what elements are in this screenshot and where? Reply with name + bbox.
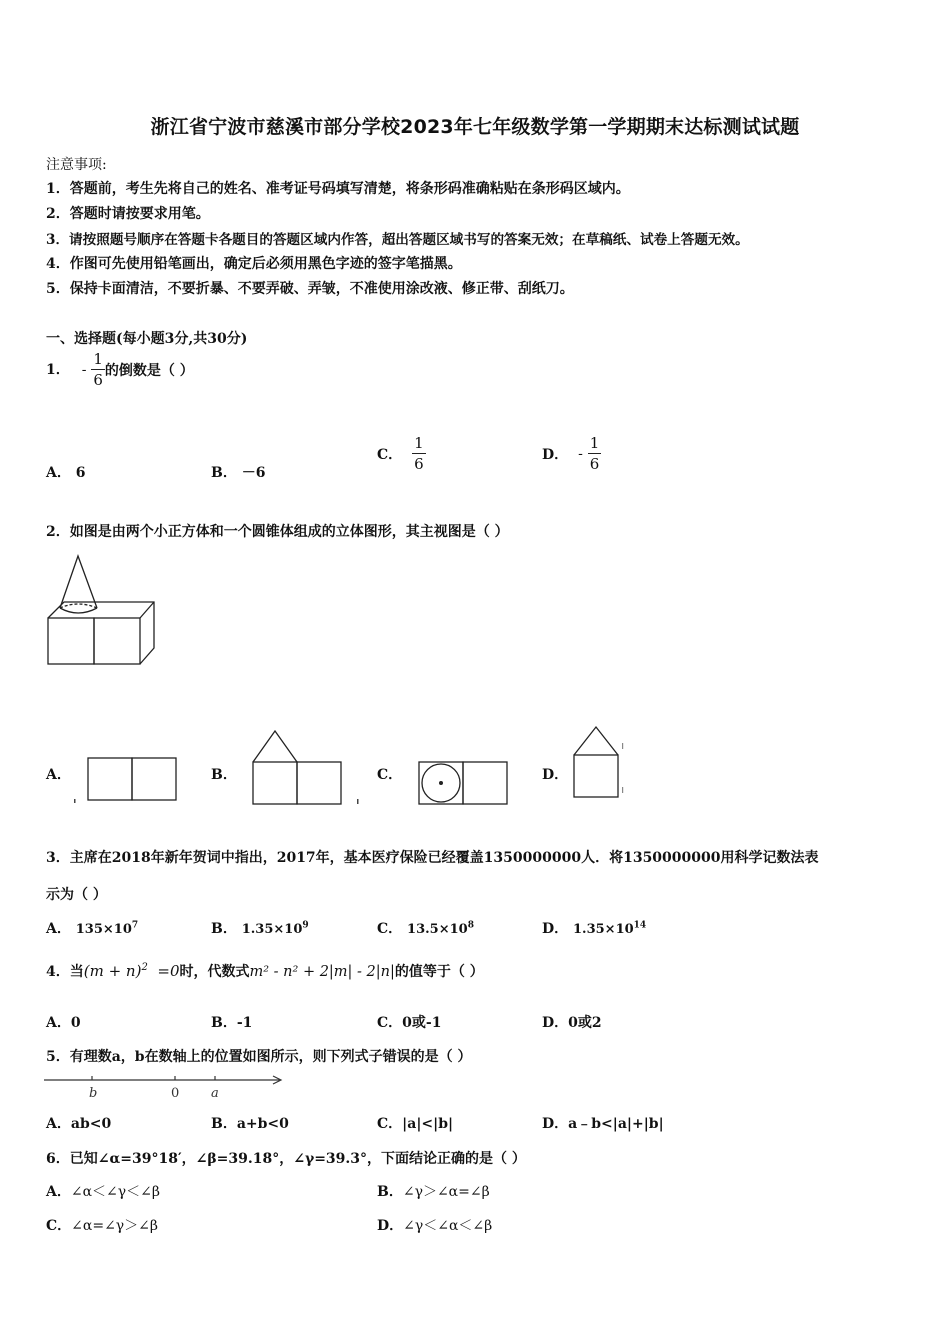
question-5: 5．有理数a，b在数轴上的位置如图所示，则下列式子错误的是（ ） [46,1049,472,1065]
q4-option-b: B．-1 [211,1015,253,1031]
q5-option-d: D．a﹣b<|a|+|b| [542,1116,664,1132]
q3-option-c: C． $13.5\times 10^8$ [377,920,474,937]
notice-item-4: 4．作图可先使用铅笔画出，确定后必须用黑色字迹的签字笔描黑。 [46,256,462,272]
q1-d-fraction: $\frac{1}{6}$ [589,434,600,473]
notice-item-3: 3．请按照题号顺序在答题卡各题目的答题区域内作答，超出答题区域书写的答案无效；在草稿纸、试卷上答题无效。 [46,232,749,248]
q1-fraction: $\frac{1}{6}$ [93,350,103,389]
q4-middle-text: 时，代数式 [179,964,250,980]
section-heading: 一、选择题(每小题3分,共30分) [46,331,248,347]
q5-label-a: a [211,1086,219,1101]
q6-option-c: C．∠α=∠γ＞∠β [46,1218,158,1234]
q1-option-c: C． $\frac{1}{6}$ [377,434,424,473]
q4-ending: 的值等于（ ） [394,964,484,980]
q5-label-b: b [89,1086,98,1101]
q5-number-line [44,1070,289,1104]
q2-option-d-figure [570,725,630,801]
question-4 [46,961,484,981]
q5-label-zero: 0 [171,1086,180,1101]
q2-option-b-figure [248,727,363,807]
q2-option-b-label: B． [211,767,237,783]
q2-option-c-label: C． [377,767,403,783]
q5-option-b: B．a+b<0 [211,1116,289,1132]
q2-solid-figure [40,548,160,670]
q1-c-fraction: $\frac{1}{6}$ [414,434,424,473]
q4-expression: m² - n² + 2|m| - 2|n| [249,964,395,980]
q6-option-a: A．∠α＜∠γ＜∠β [46,1184,160,1200]
q5-option-c: C．|a|<|b| [377,1116,454,1132]
q1-option-a: A． 6 [46,465,86,481]
notice-item-1: 1．答题前，考生先将自己的姓名、准考证号码填写清楚，将条形码准确粘贴在条形码区域内。 [46,181,630,197]
q1-minus: - [81,362,87,378]
question-6: 6．已知∠α=39°18′，∠β=39.18°，∠γ=39.3°，下面结论正确的是（ ） [46,1151,526,1167]
q2-option-c-figure [417,760,512,808]
q1-text: 的倒数是（ ） [104,363,194,379]
q6-option-b: B．∠γ＞∠α=∠β [377,1184,490,1200]
q1-option-d: D． - $\frac{1}{6}$ [542,434,600,473]
question-2: 2．如图是由两个小正方体和一个圆锥体组成的立体图形，其主视图是（ ） [46,524,509,540]
q2-option-a-label: A． [46,767,71,783]
page-title: 浙江省宁波市慈溪市部分学校2023年七年级数学第一学期期末达标测试试题 [150,116,800,138]
q1-option-b: B． －6 [211,465,266,481]
notice-item-5: 5．保持卡面清洁，不要折暴、不要弄破、弄皱，不准使用涂改液、修正带、刮纸刀。 [46,281,574,297]
q6-option-d: D．∠γ＜∠α＜∠β [377,1218,493,1234]
notice-item-2: 2．答题时请按要求用笔。 [46,206,210,222]
q4-condition: $(m + n)^2 =0$ [83,962,180,980]
question-3-line-2: 示为（ ） [46,887,107,903]
q4-prefix: 4．当 [46,964,84,980]
question-3-line-1: 3．主席在2018年新年贺词中指出，2017年，基本医疗保险已经覆盖1350000000人．将1350000000用科学记数法表 [46,850,819,866]
q4-option-d: D．0或2 [542,1015,602,1031]
question-1 [46,352,194,388]
q4-option-a: A．0 [46,1015,81,1031]
q1-number: 1． [46,362,70,378]
q3-option-b: B． $1.35\times 10^9$ [211,920,309,937]
q2-option-d-label: D． [542,767,569,783]
q3-option-a: A． $135\times 10^7$ [46,920,139,937]
q3-option-d: D． $1.35\times 10^{14}$ [542,920,647,937]
notice-heading: 注意事项: [46,157,107,173]
q5-option-a: A．ab<0 [46,1116,112,1132]
q4-option-c: C．0或-1 [377,1015,442,1031]
q2-option-a-figure [72,755,182,805]
